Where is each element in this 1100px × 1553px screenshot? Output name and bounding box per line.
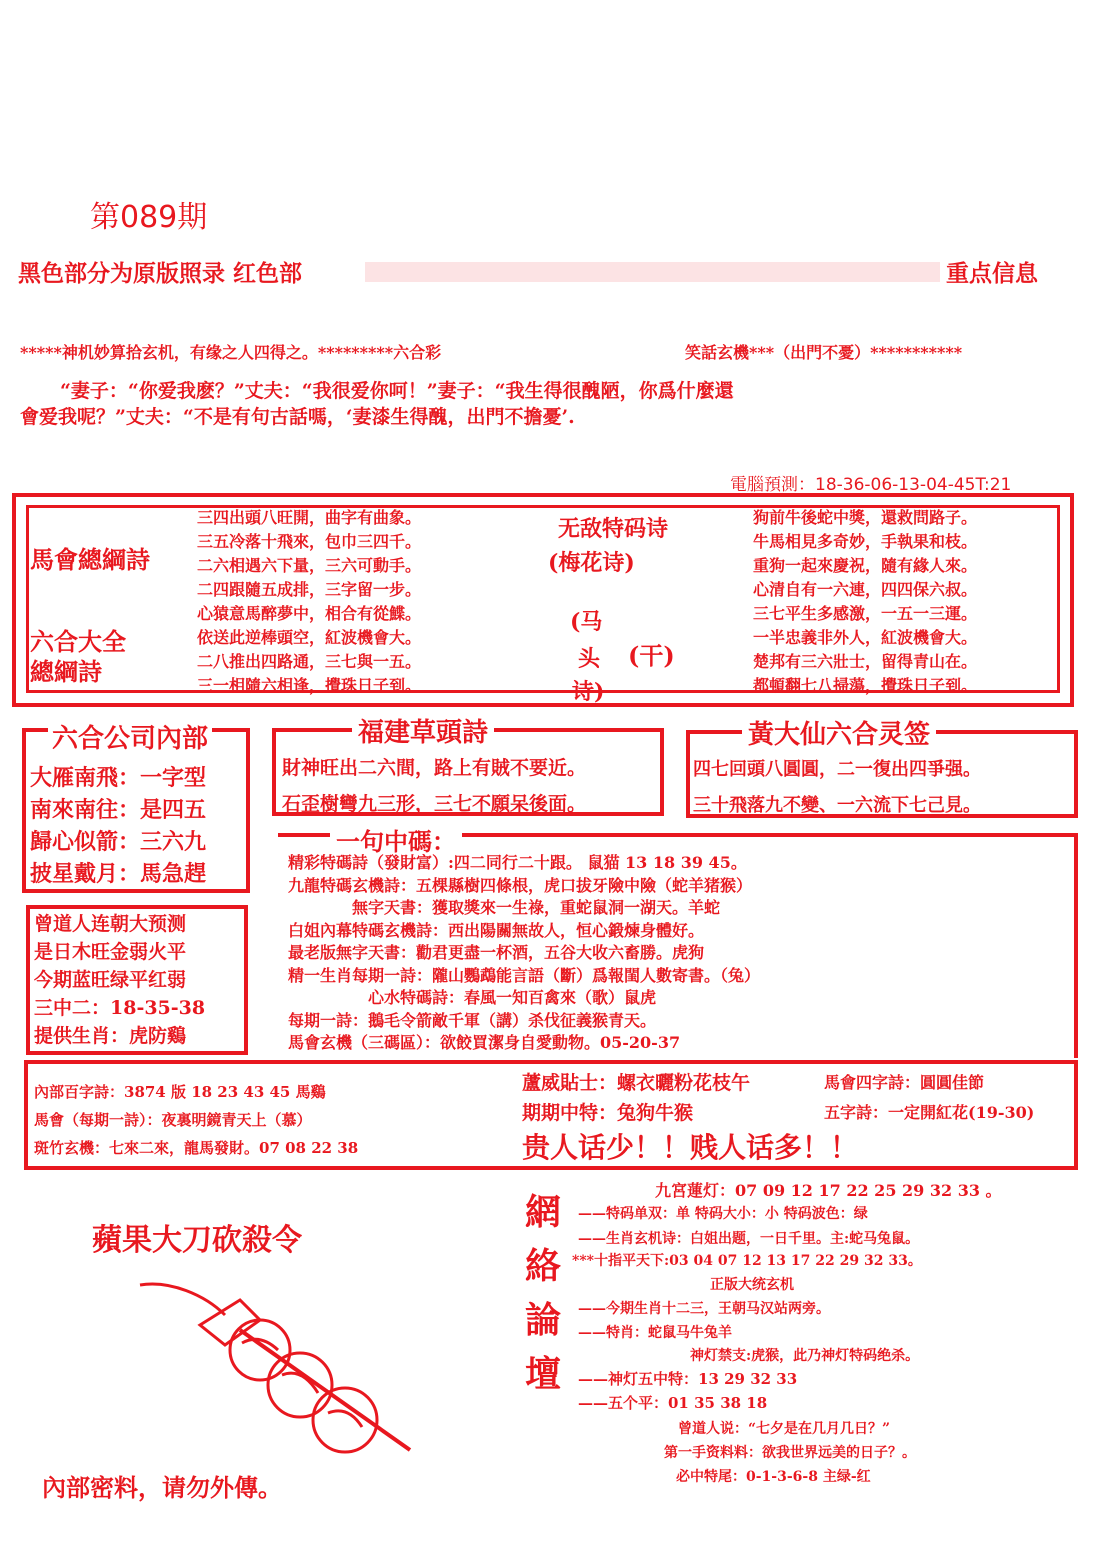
poem-line: 依送此逆棒頭空，紅波機會大。 xyxy=(197,628,422,647)
lower-mid-2: 期期中特：兔狗牛猴 xyxy=(522,1102,694,1124)
mid-title: 无敌特码诗 xyxy=(558,516,669,542)
joke-line-2: 會爱我呢？”丈夫：“不是有句古話嗎，‘妻漆生得醜，出門不擔憂’. xyxy=(20,406,575,428)
lower-right-1: 馬會四字詩：圓圓佳節 xyxy=(824,1073,985,1092)
forum-vertical xyxy=(518,1185,568,1401)
company-line: 歸心似箭：三六九 xyxy=(30,829,207,855)
joke-title: 笑話玄機***（出門不憂）*********** xyxy=(685,343,963,362)
mid-side: (干) xyxy=(628,641,675,670)
forum-line: 第一手资料料：欲我世界远美的日子？。 xyxy=(664,1445,916,1461)
company-line: 披星戴月：馬急趕 xyxy=(30,861,207,887)
fujian-line: 石歪樹彎九三形，三七不願呆後面。 xyxy=(282,793,587,815)
poem-title-2a: 六合大全 xyxy=(30,627,126,656)
forum-line: ——特码单双：单 特码大小：小 特码波色：绿 xyxy=(578,1206,868,1222)
forum-line: ——五个平：01 35 38 18 xyxy=(578,1394,768,1412)
forum-char: 網 xyxy=(524,1191,561,1233)
forum-line: ——特肖：蛇鼠马牛兔羊 xyxy=(578,1325,732,1341)
company-line: 南來南往：是四五 xyxy=(30,797,207,823)
lower-slogan: 贵人话少！！贱人话多！！ xyxy=(522,1131,859,1164)
lower-mid-1: 蘆威貼士：螺衣曬粉花枝午 xyxy=(522,1072,751,1094)
notice-right: 重点信息 xyxy=(946,261,1038,287)
fujian-lines xyxy=(282,750,586,822)
forum-line: ——神灯五中特：13 29 32 33 xyxy=(578,1370,798,1388)
forum-line: 神灯禁支:虎猴，此乃神灯特码绝杀。 xyxy=(690,1348,920,1364)
yiju-title: 一句中碼： xyxy=(330,822,462,857)
yiju-line: 白姐內幕特碼玄機詩：西出陽關無故人，恒心鍛煉身體好。 xyxy=(288,920,705,940)
fujian-line: 財神旺出二六間，路上有賊不要近。 xyxy=(282,757,587,779)
zengdao-lines xyxy=(34,910,205,1050)
poem-line: 三一相隨六相逢，攪珠日子到。 xyxy=(197,676,422,695)
wongtaisin-line: 三十飛落九不變、一六流下七己見。 xyxy=(693,795,981,816)
mid-head-2: 头 xyxy=(578,646,601,672)
poem-line: 心清自有一六連，四四保六叔。 xyxy=(753,580,978,599)
poem-column-a xyxy=(197,506,421,698)
sword-icon xyxy=(130,1275,430,1475)
mid-head-1: (马 xyxy=(570,609,603,635)
wongtaisin-title: 黃大仙六合灵签 xyxy=(742,714,936,751)
poem-line: 三四出頭八旺開，曲字有曲象。 xyxy=(197,508,422,527)
notice-left: 黑色部分为原版照录 红色部 xyxy=(18,261,303,287)
lower-right-2: 五字詩：一定開紅花(19-30) xyxy=(824,1103,1035,1122)
zengdao-line: 是日木旺金弱火平 xyxy=(34,941,187,963)
poem-line: 一半忠義非外人，紅波機會大。 xyxy=(753,628,978,647)
poem-line: 楚邦有三六壯士，留得青山在。 xyxy=(753,652,978,671)
poem-line: 心猿意馬醉夢中，相合有從鰈。 xyxy=(197,604,422,623)
yiju-line: 每期一詩：鵝毛令箭敵千軍（講）杀伐征義猴青天。 xyxy=(288,1010,657,1030)
yiju-line: 精一生肖每期一詩：隴山鸚鵡能言語（斷）爲報閨人數寄書。（兔） xyxy=(288,965,761,985)
redacted-bar xyxy=(365,262,940,282)
lower-left xyxy=(34,1078,358,1162)
computer-forecast: 電腦預測：18-36-06-13-04-45T:21 xyxy=(730,475,1012,495)
poem-line: 二六相遇六下量，三六可動手。 xyxy=(197,556,422,575)
poem-line: 三七平生多感激，一五一三運。 xyxy=(753,604,978,623)
mid-head-3: 诗) xyxy=(572,679,605,705)
fujian-title: 福建草頭詩 xyxy=(352,712,494,749)
forum-line: 曾道人说：“七夕是在几月几日？” xyxy=(678,1421,891,1437)
yiju-line: 心水特碼詩：春風一知百禽來（歌）鼠虎 xyxy=(288,988,657,1007)
poem-line: 牛馬相見多奇妙，手執果和枝。 xyxy=(753,532,978,551)
poem-line: 都頓翻七八掃蕩，攪珠日子到。 xyxy=(753,676,978,695)
mid-subtitle: (梅花诗) xyxy=(548,550,635,576)
yiju-line: 最老版無字天書：勸君更盡一杯酒，五谷大收六畜勝。虎狗 xyxy=(288,943,705,962)
forum-line: ***十指平天下:03 04 07 12 13 17 22 29 32 33。 xyxy=(572,1253,922,1269)
forum-line: 正版大统玄机 xyxy=(710,1277,794,1293)
company-title: 六合公司內部 xyxy=(48,718,212,755)
forum-line: ——生肖玄机诗：白姐出题，一日千里。主:蛇马兔鼠。 xyxy=(578,1231,920,1247)
yiju-line: 九龍特碼玄機詩：五棵縣樹四條根，虎口拔牙險中險（蛇羊猪猴） xyxy=(288,875,753,895)
yiju-line: 馬會玄機（三碼區）：欲餃買潔身自愛動物。05-20-37 xyxy=(288,1033,681,1052)
company-lines xyxy=(30,762,206,890)
yiju-line: 精彩特碼詩（發財富）:四二同行二十跟。 鼠猫 13 18 39 45。 xyxy=(288,853,747,872)
zengdao-title: 曾道人连朝大预测 xyxy=(34,913,187,935)
zengdao-line: 三中二：18-35-38 xyxy=(34,997,206,1019)
forum-line: ——今期生肖十二三，王朝马汉站两旁。 xyxy=(578,1301,830,1317)
poem-line: 二八推出四路通，三七與一五。 xyxy=(197,652,422,671)
company-line: 大雁南飛：一字型 xyxy=(30,765,207,791)
poem-title-1: 馬會總綱詩 xyxy=(30,545,150,574)
sword-title: 蘋果大刀砍殺令 xyxy=(92,1223,302,1258)
poem-line: 重狗一起來慶祝，隨有緣人來。 xyxy=(753,556,978,575)
forum-char: 壇 xyxy=(524,1353,561,1395)
yiju-lines xyxy=(288,852,760,1055)
lower-left-line: 馬會（每期一詩）：夜裏明鏡青天上（慕） xyxy=(34,1111,312,1129)
header-stars: *****神机妙算拾玄机，有缘之人四得之。*********六合彩 xyxy=(20,343,442,362)
joke-line-1: “妻子：“你爱我麽？”丈夫：“我很爱你呵！”妻子：“我生得很醜陋，你爲什麼還 xyxy=(60,380,734,402)
sword-footer: 內部密料，请勿外傳。 xyxy=(42,1473,282,1502)
wongtaisin-lines xyxy=(693,752,981,824)
poem-line: 二四跟隨五成排，三字留一步。 xyxy=(197,580,422,599)
poem-column-b xyxy=(753,506,977,698)
forum-char: 論 xyxy=(524,1299,561,1341)
issue-number: 第089期 xyxy=(90,200,208,235)
zengdao-line: 提供生肖：虎防鷄 xyxy=(34,1025,187,1047)
forum-line: 必中特尾：0-1-3-6-8 主绿-红 xyxy=(676,1469,871,1485)
lower-left-line: 內部百字詩：3874 版 18 23 43 45 馬鷄 xyxy=(34,1083,326,1101)
forum-char: 絡 xyxy=(524,1245,561,1287)
poem-line: 三五冷落十飛來，包巾三四千。 xyxy=(197,532,422,551)
wongtaisin-line: 四七回頭八圓圓，二一復出四爭强。 xyxy=(693,759,981,780)
yiju-line: 無字天書：獲取獎來一生祿，重蛇鼠洞一湖天。羊蛇 xyxy=(288,898,721,917)
lower-left-line: 斑竹玄機：七來二來，龍馬發財。07 08 22 38 xyxy=(34,1139,359,1157)
zengdao-line: 今期蓝旺绿平红弱 xyxy=(34,969,187,991)
poem-title-2b: 總綱詩 xyxy=(30,657,102,686)
poem-line: 狗前牛後蛇中獎，還救問路子。 xyxy=(753,508,978,527)
forum-line: 九宮蓮灯：07 09 12 17 22 25 29 32 33 。 xyxy=(655,1181,1002,1200)
